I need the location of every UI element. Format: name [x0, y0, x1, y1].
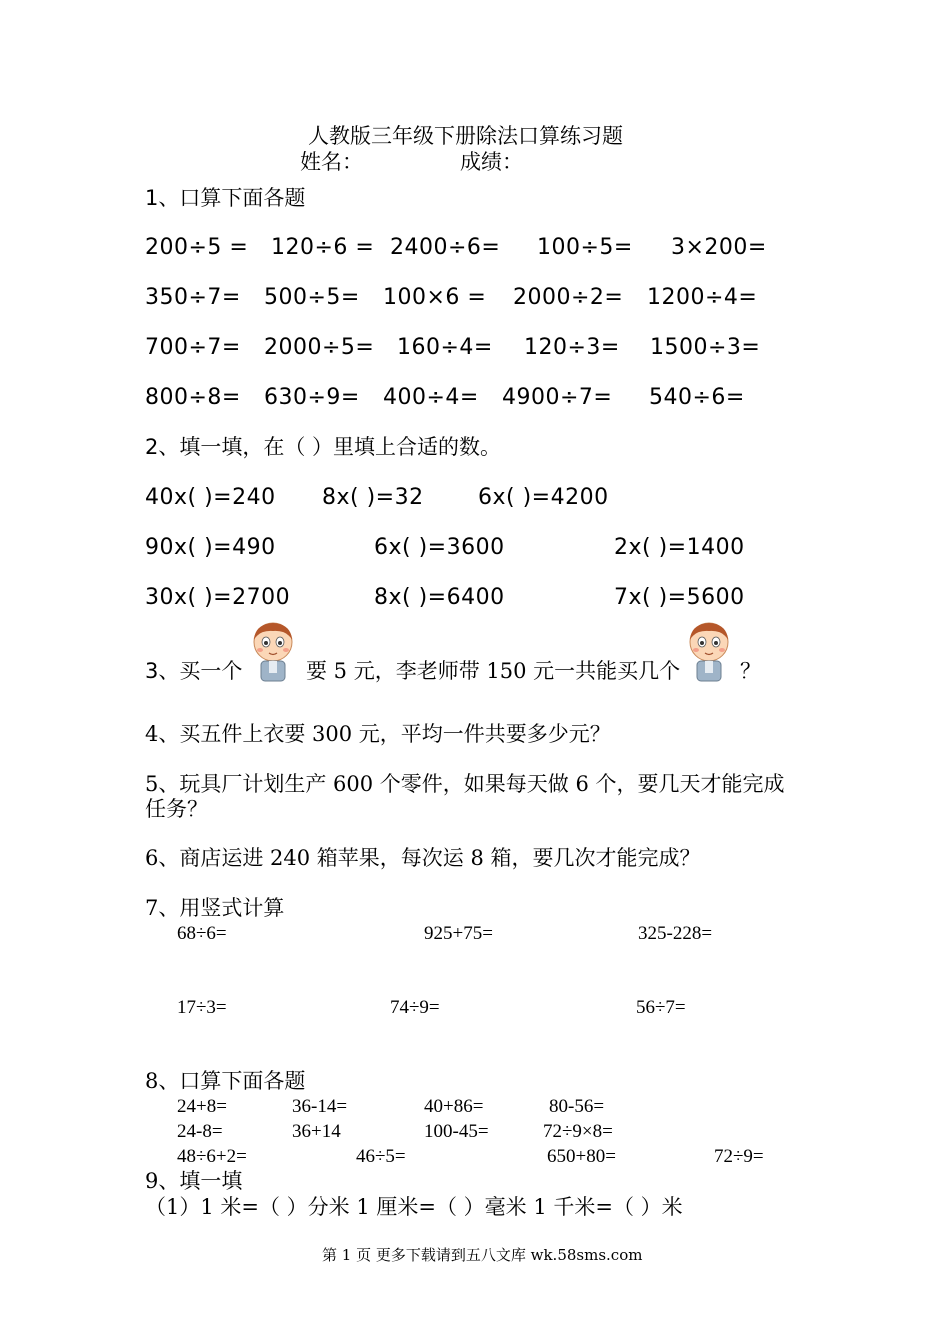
q1-item: 3×200= [671, 235, 767, 260]
q8-item: 100-45= [424, 1121, 489, 1142]
q1-item: 540÷6= [649, 385, 745, 410]
page-footer: 第 1 页 更多下载请到五八文库 wk.58sms.com [322, 1246, 643, 1264]
q1-item: 100×6 = [383, 285, 487, 310]
q1-item: 1200÷4= [647, 285, 758, 310]
name-label: 姓名： [300, 150, 363, 174]
q1-item: 630÷9= [264, 385, 360, 410]
q9-item-1: （1）1 米=（ ）分米 1 厘米=（ ）毫米 1 千米=（ ）米 [145, 1195, 683, 1219]
q8-item: 40+86= [424, 1096, 484, 1117]
q1-item: 1500÷3= [650, 335, 761, 360]
q2-heading: 2、填一填，在（ ）里填上合适的数。 [145, 435, 502, 459]
q1-item: 120÷3= [524, 335, 620, 360]
q2-item: 30x( )=2700 [145, 585, 291, 610]
q8-item: 48÷6+2= [177, 1146, 247, 1167]
q1-heading: 1、口算下面各题 [145, 186, 306, 210]
q2-item: 8x( )=32 [322, 485, 424, 510]
q2-item: 40x( )=240 [145, 485, 276, 510]
q8-item: 24-8= [177, 1121, 223, 1142]
q1-item: 100÷5= [537, 235, 633, 260]
q1-item: 120÷6 = [271, 235, 375, 260]
q6-text: 6、商店运进 240 箱苹果，每次运 8 箱，要几次才能完成？ [145, 846, 701, 870]
q8-item: 46÷5= [356, 1146, 406, 1167]
q5-text-line1: 5、玩具厂计划生产 600 个零件，如果每天做 6 个，要几天才能完成 [145, 772, 785, 796]
q8-heading: 8、口算下面各题 [145, 1069, 306, 1093]
q1-item: 2400÷6= [390, 235, 501, 260]
q1-item: 350÷7= [145, 285, 241, 310]
q1-item: 400÷4= [383, 385, 479, 410]
q1-item: 800÷8= [145, 385, 241, 410]
q7-item: 325-228= [638, 923, 713, 944]
q2-item: 6x( )=3600 [374, 535, 505, 560]
cartoon-boy-icon [247, 620, 299, 684]
q2-item: 6x( )=4200 [478, 485, 609, 510]
q7-item: 925+75= [424, 923, 493, 944]
q3-text-middle: 要 5 元，李老师带 150 元一共能买几个 [306, 659, 681, 683]
q7-item: 17÷3= [177, 997, 227, 1018]
score-label: 成绩： [460, 150, 523, 174]
q7-heading: 7、用竖式计算 [145, 896, 285, 920]
q1-item: 200÷5 = [145, 235, 249, 260]
q1-item: 4900÷7= [502, 385, 613, 410]
q8-item: 24+8= [177, 1096, 227, 1117]
q2-item: 7x( )=5600 [614, 585, 745, 610]
q1-item: 2000÷2= [513, 285, 624, 310]
q7-item: 74÷9= [390, 997, 440, 1018]
q1-item: 500÷5= [264, 285, 360, 310]
q5-text-line2: 任务？ [145, 797, 208, 821]
q8-item: 72÷9×8= [543, 1121, 613, 1142]
q8-item: 72÷9= [714, 1146, 764, 1167]
q2-item: 2x( )=1400 [614, 535, 745, 560]
page-title: 人教版三年级下册除法口算练习题 [308, 124, 623, 148]
q2-item: 8x( )=6400 [374, 585, 505, 610]
q1-item: 700÷7= [145, 335, 241, 360]
q2-item: 90x( )=490 [145, 535, 276, 560]
q3-text-start: 3、买一个 [145, 659, 243, 683]
q8-item: 36-14= [292, 1096, 348, 1117]
q8-item: 650+80= [547, 1146, 616, 1167]
q3-text-end: ？ [740, 659, 761, 683]
q9-heading: 9、填一填 [145, 1169, 243, 1193]
q7-item: 56÷7= [636, 997, 686, 1018]
q8-item: 80-56= [549, 1096, 605, 1117]
q1-item: 2000÷5= [264, 335, 375, 360]
q8-item: 36+14 [292, 1121, 341, 1142]
q1-item: 160÷4= [397, 335, 493, 360]
cartoon-boy-icon [683, 620, 735, 684]
q4-text: 4、买五件上衣要 300 元，平均一件共要多少元？ [145, 722, 611, 746]
q7-item: 68÷6= [177, 923, 227, 944]
